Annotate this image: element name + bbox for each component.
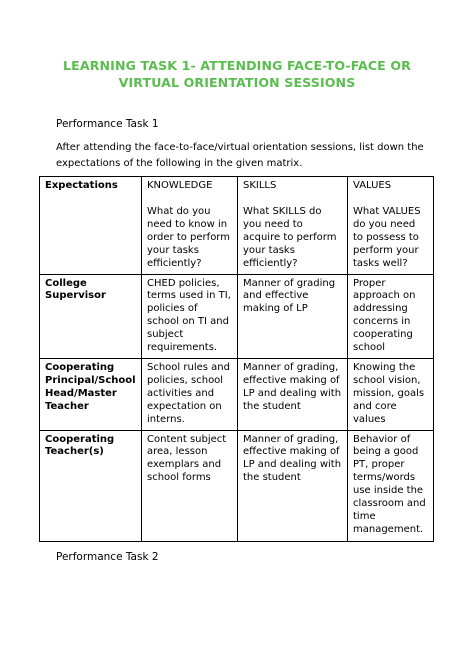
performance-task-2-heading: Performance Task 2 — [56, 551, 159, 563]
row-knowledge-cell: School rules and policies, school activities and expectation on interns. — [142, 358, 238, 430]
header-expectations-label: Expectations — [45, 180, 118, 191]
table-row — [40, 430, 434, 541]
row-values-cell: Proper approach on addressing concerns in cooperating school — [348, 274, 434, 358]
row-values-cell: Knowing the school vision, mission, goals and core values — [348, 358, 434, 430]
header-skills-question: What SKILLS do you need to acquire to perform your tasks efficiently? — [243, 206, 337, 269]
table-header-row — [40, 177, 434, 275]
header-cell-skills — [238, 177, 348, 275]
row-role-cell: Cooperating Principal/School Head/Master Teacher — [40, 358, 142, 430]
document-title-line-2: VIRTUAL ORIENTATION SESSIONS — [118, 75, 356, 90]
performance-task-1-heading: Performance Task 1 — [56, 118, 159, 130]
header-cell-knowledge — [142, 177, 238, 275]
header-skills-label: SKILLS — [243, 180, 277, 191]
header-cell-values — [348, 177, 434, 275]
header-cell-expectations — [40, 177, 142, 275]
header-values-label: VALUES — [353, 180, 392, 191]
row-skills-cell: Manner of grading and effective making of LP — [238, 274, 348, 358]
row-role-cell: Cooperating Teacher(s) — [40, 430, 142, 541]
table-row — [40, 274, 434, 358]
expectations-matrix — [39, 176, 434, 542]
instructions-paragraph: After attending the face-to-face/virtual orientation sessions, list down the expectations of the following in the given matrix. — [56, 142, 424, 169]
row-role-cell: College Supervisor — [40, 274, 142, 358]
row-knowledge-cell: Content subject area, lesson exemplars and school forms — [142, 430, 238, 541]
header-values-question: What VALUES do you need to possess to perform your tasks well? — [353, 206, 421, 269]
table-row — [40, 358, 434, 430]
row-skills-cell: Manner of grading, effective making of LP and dealing with the student — [238, 358, 348, 430]
row-knowledge-cell: CHED policies, terms used in TI, policies of school on TI and subject requirements. — [142, 274, 238, 358]
row-values-cell: Behavior of being a good PT, proper terms/words use inside the classroom and time management. — [348, 430, 434, 541]
header-knowledge-label: KNOWLEDGE — [147, 180, 213, 191]
document-title-line-1: LEARNING TASK 1- ATTENDING FACE-TO-FACE OR — [63, 58, 411, 73]
header-knowledge-question: What do you need to know in order to perform your tasks efficiently? — [147, 206, 230, 269]
row-skills-cell: Manner of grading, effective making of LP and dealing with the student — [238, 430, 348, 541]
